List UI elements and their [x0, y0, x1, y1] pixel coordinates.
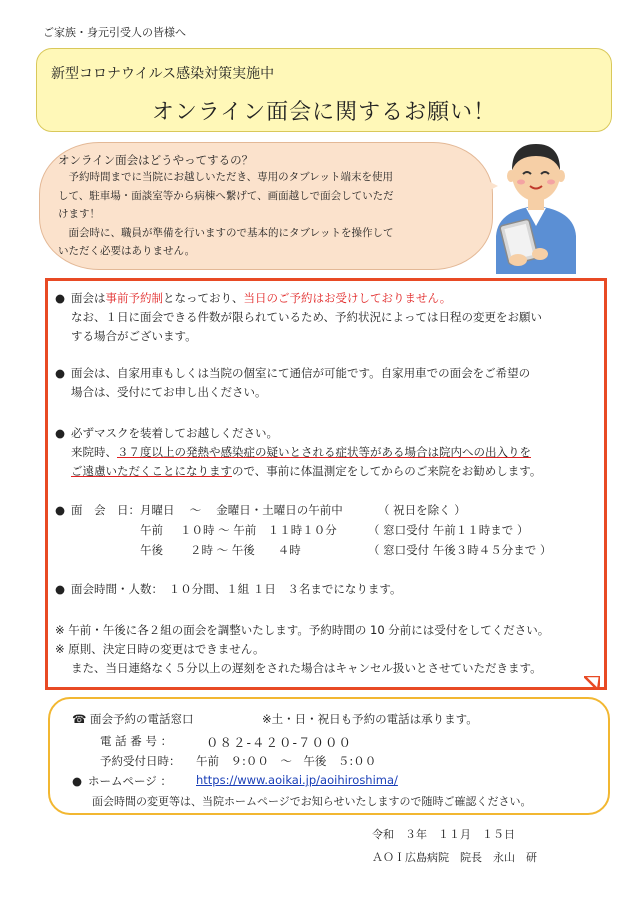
fever-warning-underlined-cont: ご遠慮いただくことになります — [71, 464, 232, 478]
schedule-label: 面 会 日： — [71, 503, 140, 517]
notice-remarks: ※ 午前・午後に各２組の面会を調整いたします。予約時間の 10 分前には受付をしてください。 ※ 原則、決定日時の変更はできません。 また、当日連絡なく５分以上の遅刻をされた場合はキャンセル扱いとさせていただきます。 — [55, 623, 550, 675]
faq-answer — [58, 168, 468, 261]
schedule-am-label: 午前 — [140, 523, 163, 537]
schedule-days: 月曜日 〜 金曜日・土曜日の午前中 — [140, 503, 343, 517]
title-subheading: 新型コロナウイルス感染対策実施中 — [51, 66, 275, 82]
notice-item-mask: ● 必ずマスクを装着してお越しください。 来院時、３７度以上の発熱や感染症の疑いとされる症状等がある場合は院内への出入りを ご遠慮いただくことになりますので、事前に体温測定をしてからのご来院をお勧めします。 — [55, 426, 542, 478]
issue-date: 令和 ３年 １１月 １５日 — [372, 828, 515, 841]
homepage-link[interactable]: https://www.aoikai.jp/aoihiroshima/ — [196, 773, 398, 787]
highlight-reservation-required: 事前予約制 — [105, 291, 163, 305]
tel-label: 電 話 番 号 ： — [100, 734, 173, 748]
faq-answer-line: 予約時間までに当院にお越しいただき、専用のタブレット端末を使用 — [58, 171, 394, 183]
notice-item-location: ● 面会は、自家用車もしくは当院の個室にて通信が可能です。自家用車での面会をご希望の 場合は、受付にてお申し出ください。 — [55, 366, 531, 399]
schedule-holiday-note: （ 祝日を除く ） — [378, 503, 466, 517]
homepage-note: 面会時間の変更等は、当院ホームページでお知らせいたしますので随時ご確認ください。 — [92, 795, 532, 808]
person-with-tablet-illustration — [488, 136, 584, 274]
audience-line: ご家族・身元引受人の皆様へ — [43, 26, 186, 39]
faq-answer-line: 面会時に、職員が準備を行いますので基本的にタブレットを操作して — [58, 226, 394, 239]
schedule-pm-note: （ 窓口受付 午後３時４５分まで ） — [368, 543, 552, 557]
sender-name: ＡＯＩ広島病院 院長 永山 研 — [372, 851, 537, 864]
phone-window-note: ※土・日・祝日も予約の電話は承ります。 — [262, 712, 478, 726]
title-banner — [36, 48, 612, 132]
schedule-am-note: （ 窓口受付 午前１１時まで ） — [368, 523, 529, 537]
notice-box-tail — [584, 676, 600, 690]
phone-icon: ☎ — [72, 712, 87, 726]
fever-warning-underlined: ３７度以上の発熱や感染症の疑いとされる症状等がある場合は院内への出入りを — [117, 445, 531, 459]
phone-window-title: 面会予約の電話窓口 — [89, 712, 194, 726]
faq-answer-line: いただく必要はありません。 — [58, 245, 196, 257]
schedule-am-time: １０時 〜 午前 １１時１０分 — [180, 523, 337, 537]
notice-item-reservation: ● 面会は事前予約制となっており、当日のご予約はお受けしておりません。 なお、１日に面会できる件数が限られているため、予約状況によっては日程の変更をお願い する場合がございます。 — [55, 291, 543, 343]
faq-question: オンライン面会はどうやってするの？ — [58, 153, 254, 167]
faq-answer-line: けます！ — [58, 208, 100, 220]
schedule-pm-label: 午後 — [140, 543, 163, 557]
homepage-label: ホームページ ： — [88, 774, 172, 788]
hours-value: 午前 ９:００ 〜 午後 ５:００ — [196, 754, 377, 768]
hours-label: 予約受付日時： — [100, 754, 181, 768]
highlight-no-same-day: 当日のご予約はお受けしておりません。 — [243, 291, 452, 305]
notice-item-duration: ● 面会時間・人数： １０分間、１組 １日 ３名までになります。 — [55, 582, 402, 596]
schedule-pm-time: ２時 〜 午後 ４時 — [190, 543, 301, 557]
faq-answer-line: して、駐車場・面談室等から病棟へ繋げて、画面越しで面会していただ — [58, 189, 394, 202]
tel-number[interactable]: ０８２-４２０-７０００ — [206, 735, 353, 750]
page-title: オンライン面会に関するお願い！ — [151, 100, 497, 125]
